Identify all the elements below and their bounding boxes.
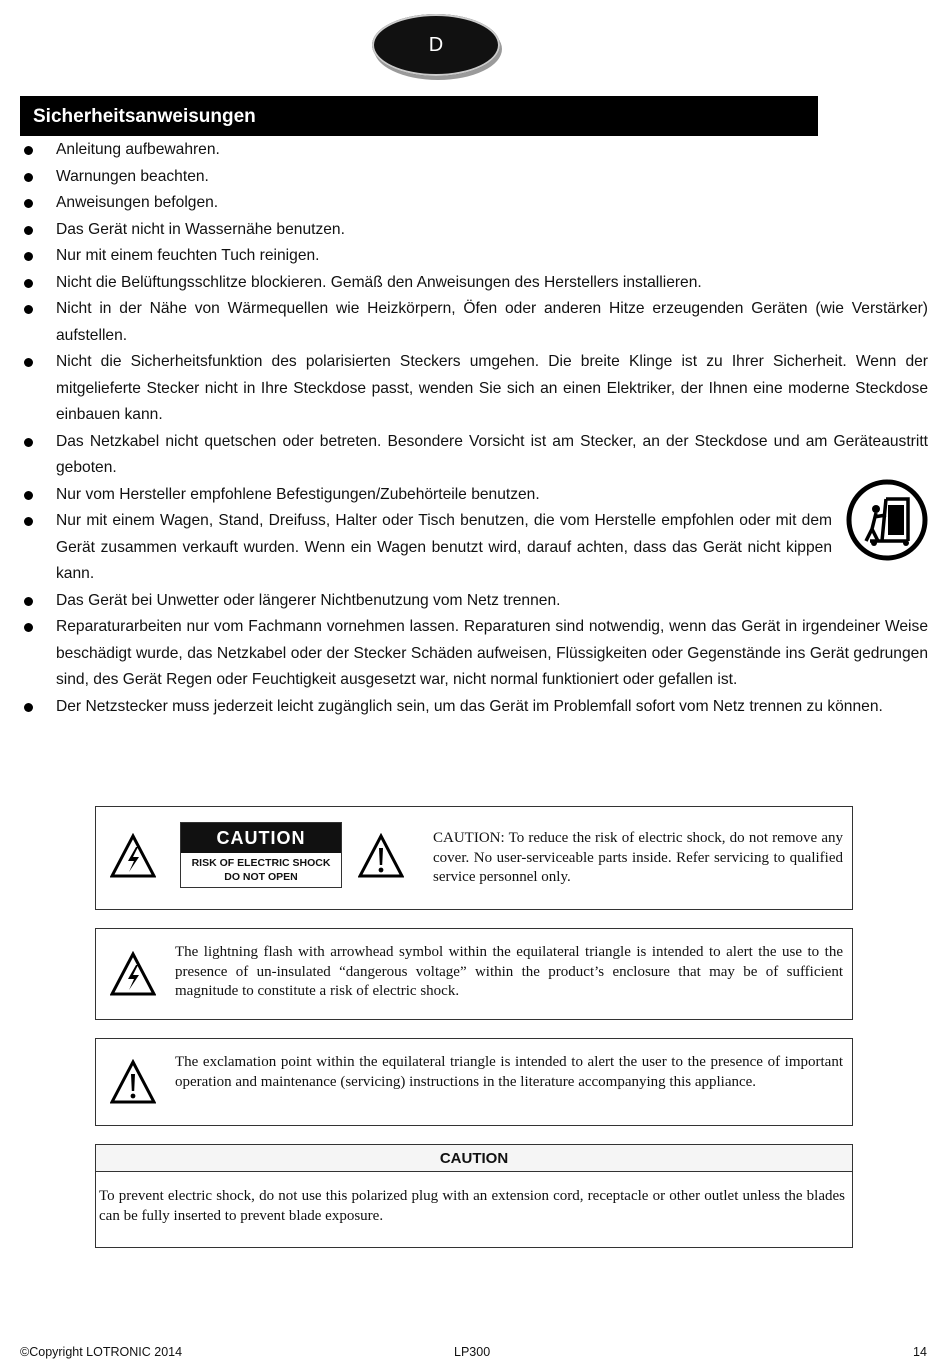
caution-label-head: CAUTION xyxy=(181,823,341,853)
bullet-icon xyxy=(24,173,33,182)
bullet-icon xyxy=(24,199,33,208)
list-item: Anleitung aufbewahren. xyxy=(20,137,928,164)
bullet-icon xyxy=(24,623,33,632)
exclamation-explanation-text: The exclamation point within the equilateral triangle is intended to alert the user to the presence of important operation and maintenance (servicing) instructions in the literature accompanying this appliance. xyxy=(175,1054,843,1090)
bullet-icon xyxy=(24,438,33,447)
bullet-icon xyxy=(24,491,33,500)
list-item: Anweisungen befolgen. xyxy=(20,190,928,217)
list-item: Nicht in der Nähe von Wärmequellen wie Heizkörpern, Öfen oder anderen Hitze erzeugenden Geräten (wie Verstärker) aufstellen. xyxy=(20,296,928,349)
bullet-icon xyxy=(24,226,33,235)
caution-label xyxy=(180,822,342,888)
list-item: Der Netzstecker muss jederzeit leicht zugänglich sein, um das Gerät im Problemfall sofort vom Netz trennen zu können. xyxy=(20,694,928,721)
list-item: Reparaturarbeiten nur vom Fachmann vornehmen lassen. Reparaturen sind notwendig, wenn das Gerät in irgendeiner Weise beschädigt wurde, das Netzkabel oder der Stecker Schäden aufweisen, Flüssigkeiten oder Gegenstände ins Gerät gedrungen sind, des Gerät Regen oder Feuchtigkeit ausgesetzt war, nicht normal funktioniert oder gefallen ist. xyxy=(20,614,928,694)
list-item: Das Gerät nicht in Wassernähe benutzen. xyxy=(20,217,928,244)
section-title: Sicherheitsanweisungen xyxy=(33,106,256,127)
exclamation-explanation-box xyxy=(95,1038,853,1126)
language-badge xyxy=(372,14,500,76)
footer-model: LP300 xyxy=(454,1345,491,1359)
caution-label-line2: DO NOT OPEN xyxy=(224,871,298,883)
exclamation-triangle-icon xyxy=(358,833,404,879)
footer-copyright: ©Copyright LOTRONIC 2014 xyxy=(20,1345,183,1359)
caution-cover-text: CAUTION: To reduce the risk of electric shock, do not remove any cover. No user-serviceable parts inside. Refer servicing to qualified service personnel only. xyxy=(433,830,843,885)
bullet-icon xyxy=(24,517,33,526)
list-item: Nicht die Sicherheitsfunktion des polarisierten Steckers umgehen. Die breite Klinge ist zu Ihrer Sicherheit. Wenn der mitgelieferte Stecker nicht in Ihre Steckdose passt, wenden Sie sich an einen Elektriker, der Ihnen eine moderne Steckdose einbauen kann. xyxy=(20,349,928,429)
polarized-plug-caution-box xyxy=(95,1144,853,1248)
list-item: Nur mit einem feuchten Tuch reinigen. xyxy=(20,243,928,270)
bullet-icon xyxy=(24,279,33,288)
bullet-icon xyxy=(24,252,33,261)
list-item: Das Netzkabel nicht quetschen oder betreten. Besondere Vorsicht ist am Stecker, an der Steckdose und am Geräteaustritt geboten. xyxy=(20,429,928,482)
bullet-icon xyxy=(24,358,33,367)
lightning-triangle-icon xyxy=(110,951,156,997)
list-item: Nicht die Belüftungsschlitze blockieren. Gemäß den Anweisungen des Herstellers installieren. xyxy=(20,270,928,297)
caution-cover-box xyxy=(95,806,853,910)
list-item: Das Gerät bei Unwetter oder längerer Nichtbenutzung vom Netz trennen. xyxy=(20,588,928,615)
footer-page-number: 14 xyxy=(913,1345,927,1359)
lightning-explanation-text: The lightning flash with arrowhead symbol within the equilateral triangle is intended to alert the use to the presence of un-insulated “dangerous voltage” within the product’s enclosure that may be of sufficient magnitude to constitute a risk of electric shock. xyxy=(175,944,843,999)
safety-instructions-list xyxy=(20,137,928,720)
lightning-explanation-box xyxy=(95,928,853,1020)
language-badge-label: D xyxy=(428,33,444,56)
section-title-bar xyxy=(20,96,818,136)
bullet-icon xyxy=(24,703,33,712)
list-item: Nur mit einem Wagen, Stand, Dreifuss, Halter oder Tisch benutzen, die vom Herstelle empfohlen oder mit dem Gerät zusammen verkauft wurden. Wenn ein Wagen benutzt wird, darauf achten, dass das Gerät nicht kippen kann. xyxy=(20,508,928,588)
bullet-icon xyxy=(24,305,33,314)
bullet-icon xyxy=(24,146,33,155)
cart-tip-over-warning-icon xyxy=(846,479,928,561)
caution-label-line1: RISK OF ELECTRIC SHOCK xyxy=(191,857,331,869)
list-item: Nur vom Hersteller empfohlene Befestigungen/Zubehörteile benutzen. xyxy=(20,482,928,509)
list-item: Warnungen beachten. xyxy=(20,164,928,191)
lightning-triangle-icon xyxy=(110,833,156,879)
polarized-plug-caution-head: CAUTION xyxy=(96,1145,852,1172)
exclamation-triangle-icon xyxy=(110,1059,156,1105)
polarized-plug-caution-text: To prevent electric shock, do not use this polarized plug with an extension cord, receptacle or other outlet unless the blades can be fully inserted to prevent blade exposure. xyxy=(99,1188,845,1224)
bullet-icon xyxy=(24,597,33,606)
